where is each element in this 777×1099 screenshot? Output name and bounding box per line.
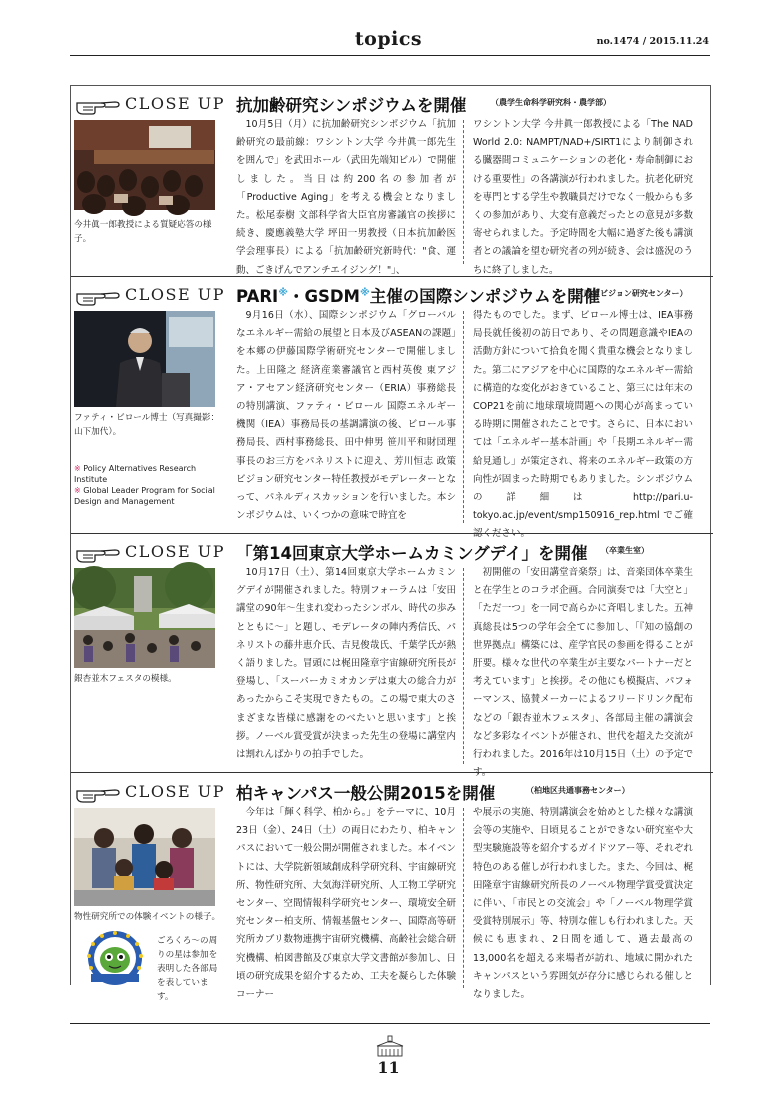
- column-divider: [463, 311, 464, 523]
- photo-caption: 今井眞一郎教授による質疑応答の様子。: [74, 220, 212, 244]
- article-homecoming-day: [71, 542, 710, 779]
- paragraph: 10月5日（月）に抗加齢研究シンポジウム「抗加齢研究の最前線：ワシントン大学 今井眞一郎先生を囲んで」を武田ホール（武田先端知ビル）で開催しました。当日は約200名の参加者が「Productive Aging」を考える機会となりました。松尾泰樹 文部科学省大臣官房審議官の挨拶に続き、慶應義塾大学 坪田一男教授（日本抗加齢医学会理事長）による「抗加齢研究新時代："食、運動、ごきげんでアンチエイジング！"」、: [236, 119, 456, 276]
- paragraph: 今年は「輝く科学、柏から。」をテーマに、10月23日（金）、24日（土）の両日にわたり、柏キャンパスにおいて一般公開が開催されました。本イベントには、大学院新領域創成科学研究科、宇宙線研究所、物性研究所、大気海洋研究所、人工物工学研究センター、空間情報科学研究センター、環境安全研究センター柏支所、情報基盤センター、国際高等研究所カブリ数物連携宇宙研究機構、高齢社会総合研究機構、柏図書館及び東京大学文書館が参加し、日頃の研究成果を紹介するため、工夫を凝らした体験コーナー: [236, 807, 456, 1001]
- headline-part: 主催の国際シンポジウムを開催: [369, 287, 601, 306]
- paragraph: ワシントン大学 今井眞一郎教授による「The NAD World 2.0: NAMPT/NAD+/SIRT1により制御される臓器間コミュニケーションの老化・寿命制御における重要性」の各講演が行われました。抗老化研究を専門とする学生や教職員だけでなく一般からも多くの参加があり、大変有意義だったとの意見が多数寄せられました。予定時間を大幅に過ぎた後も講演者との議論を望む研究者の列が続き、会は盛況のうちに終了しました。: [473, 119, 693, 276]
- article-column-2: [473, 307, 693, 540]
- footnote: [74, 485, 224, 507]
- paragraph: 得たものでした。まず、ビロール博士は、IEA事務局長就任後初の訪日であり、その問題意識やIEAの活動方針について拾負を聞く貴重な機会となりました。第二にアジアを中心に国際的なエネルギー需給に構造的な変化がおきていること、第三には年末のCOP21を前に地球環境問題への関心が高まっている時期に開催されたことです。さらに、日本においては「エネルギー基本計画」や「長期エネルギー需給見通し」が策定され、将来のエネルギー政策の方向性が固まった時期でもありました。シンポジウムの詳細は http://pari.u-tokyo.ac.jp/event/smp150916_rep.html でご確認ください。: [473, 310, 693, 540]
- section-separator: [71, 533, 713, 534]
- photo-caption: ファティ・ビロール博士（写真撮影：山下加代）。: [74, 413, 220, 437]
- headline: [236, 283, 600, 307]
- pointing-hand-icon: [75, 784, 121, 804]
- article-column-1: [236, 564, 456, 769]
- pointing-hand-icon: [75, 96, 121, 116]
- mascot-caption: ごろくろ〜の周りの星は参加を表明した各部局を表しています。: [157, 936, 218, 1002]
- pointing-hand-icon: [75, 287, 121, 307]
- pointing-hand-icon: [75, 544, 121, 564]
- photo-ginkgo-festa: [74, 568, 215, 668]
- closeup-badge: [75, 782, 225, 806]
- department: （柏地区共通事務センター）: [526, 786, 630, 795]
- department: （農学生命科学研究科・農学部）: [491, 98, 611, 107]
- issue-number: no.1474 / 2015.11.24: [596, 36, 709, 47]
- page-number: 11: [377, 1058, 400, 1077]
- photo-birol: [74, 311, 215, 407]
- paragraph: や展示の実施、特別講演会を始めとした様々な講演会等の実施や、日頃見ることができない研究室や大型実験施設等を紹介するガイドツアー等、それぞれ特色のある催しが行われました。また、今回は、梶田隆章宇宙線研究所長のノーベル物理学賞受賞決定に伴い、「市民との交流会」や「ノーベル物理学賞受賞特別展示」等、特別な催しも行われました。天候にも恵まれ、2日間を通して、過去最高の13,000名を超える来場者が訪れ、地域に開かれたキャンパスという雰囲気が存分に感じられる催しとなりました。: [473, 807, 693, 1001]
- footnote-text: Global Leader Program for Social Design and Management: [74, 486, 215, 506]
- column-divider: [463, 568, 464, 764]
- header-title: topics: [354, 28, 423, 50]
- frame-top-rule: [70, 85, 711, 86]
- asterisk-mark: ※: [278, 287, 288, 299]
- paragraph: 10月17日（土）、第14回東京大学ホームカミングデイが開催されました。特別フォーラムは「安田講堂の90年〜生まれ変わったシンボル、時代の歩みとともに〜」と題し、モデレータの陣内秀信氏、パネリストの藤井恵介氏、吉見俊哉氏、千葉学氏が熱く語りました。冒頭には梶田隆章宇宙線研究所長が登場し、「スーパーカミオカンデは東大の総合力があったからこそ実現できたもの。この場で東大のさまざまな皆様に感謝をのべたいと思います」と挨拶。ノーベル賞受賞が決まった先生の登場に講堂内は割れんばかりの拍手でした。: [236, 567, 456, 761]
- footer-rule: [70, 1023, 710, 1024]
- photo-caption: 銀杏並木フェスタの模様。: [74, 674, 177, 684]
- column-divider: [463, 120, 464, 264]
- closeup-badge: [75, 285, 225, 309]
- department: （卒業生室）: [601, 546, 649, 555]
- photo-caption: 物性研究所での体験イベントの様子。: [74, 912, 221, 922]
- headline-part: ・GSDM: [287, 287, 360, 306]
- header-rule: [70, 55, 710, 56]
- department: （政策ビジョン研究センター）: [576, 289, 688, 298]
- asterisk-mark: ※: [359, 287, 370, 299]
- photo-aging-lecture: [74, 120, 215, 210]
- footnote-mark: ※: [74, 464, 81, 473]
- closeup-label: CLOSE UP: [125, 285, 225, 304]
- article-column-2: [473, 804, 693, 1001]
- footnote-text: Policy Alternatives Research Institute: [74, 464, 197, 484]
- headline-part: PARI: [236, 287, 279, 306]
- headline: 柏キャンパス一般公開2015を開催: [236, 784, 496, 803]
- yasuda-auditorium-icon: [375, 1034, 405, 1058]
- headline: 「第14回東京大学ホームカミングデイ」を開催: [236, 544, 588, 563]
- footnotes: [74, 463, 224, 507]
- article-column-1: [236, 804, 456, 1001]
- headline: 抗加齢研究シンポジウムを開催: [236, 96, 467, 115]
- paragraph: 9月16日（水）、国際シンポジウム「グローバルなエネルギー需給の展望と日本及びASEANの課題」を本郷の伊藤国際学術研究センターで開催しました。上田隆之 経済産業審議官と西村英俊 東アジア・アセアン経済研究センター（ERIA）事務総長の特別講演、ファティ・ビロール 国際エネルギー機関（IEA）事務局長の基調講演の後、ビロール事務局長、西村事務総長、田中伸男 笹川平和財団理事長のお三方をパネリストに迎え、芳川恒志 政策ビジョン研究センター特任教授がモデレーターとなって、パネルディスカッションを行いました。本シンポジウムは、いくつかの意味で時宜を: [236, 310, 456, 522]
- section-separator: [71, 772, 713, 773]
- closeup-label: CLOSE UP: [125, 542, 225, 561]
- mascot-gorokuro-logo: [77, 930, 153, 986]
- closeup-badge: [75, 542, 225, 566]
- article-pari-gsdm-symposium: [71, 285, 710, 540]
- paragraph: 初開催の「安田講堂音楽祭」は、音楽団体卒業生と在学生とのコラボ企画。合同演奏では「大空と」「ただ一つ」を一同で高らかに斉唱しました。五神真総長は5つの学年会全てに参加し、「『知の協創の世界拠点』構築には、産学官民の参画を得ることが肝要。様々な世代の卒業生が主要なパートナーだと考えています」と挨拶。その他にも模擬店、パフォーマンス、協賛メーカーによるフリードリンク配布などの「銀杏並木フェスタ」、各部局主催の講演会など多彩なイベントが催され、世代を超えた交流が行われました。2016年は10月15日（土）の予定です。: [473, 567, 693, 779]
- frame-right-rule: [710, 85, 711, 985]
- column-divider: [463, 808, 464, 988]
- photo-kashiwa-event: [74, 808, 215, 906]
- article-column-1: [236, 116, 456, 276]
- article-column-2: [473, 116, 693, 276]
- closeup-label: CLOSE UP: [125, 782, 225, 801]
- article-column-2: [473, 564, 693, 779]
- footnote-mark: ※: [74, 486, 81, 495]
- closeup-badge: [75, 94, 225, 118]
- footnote: [74, 463, 224, 485]
- section-separator: [71, 276, 713, 277]
- article-column-1: [236, 307, 456, 527]
- article-kashiwa-open-campus: [71, 782, 710, 1002]
- closeup-label: CLOSE UP: [125, 94, 225, 113]
- article-aging-symposium: [71, 94, 710, 274]
